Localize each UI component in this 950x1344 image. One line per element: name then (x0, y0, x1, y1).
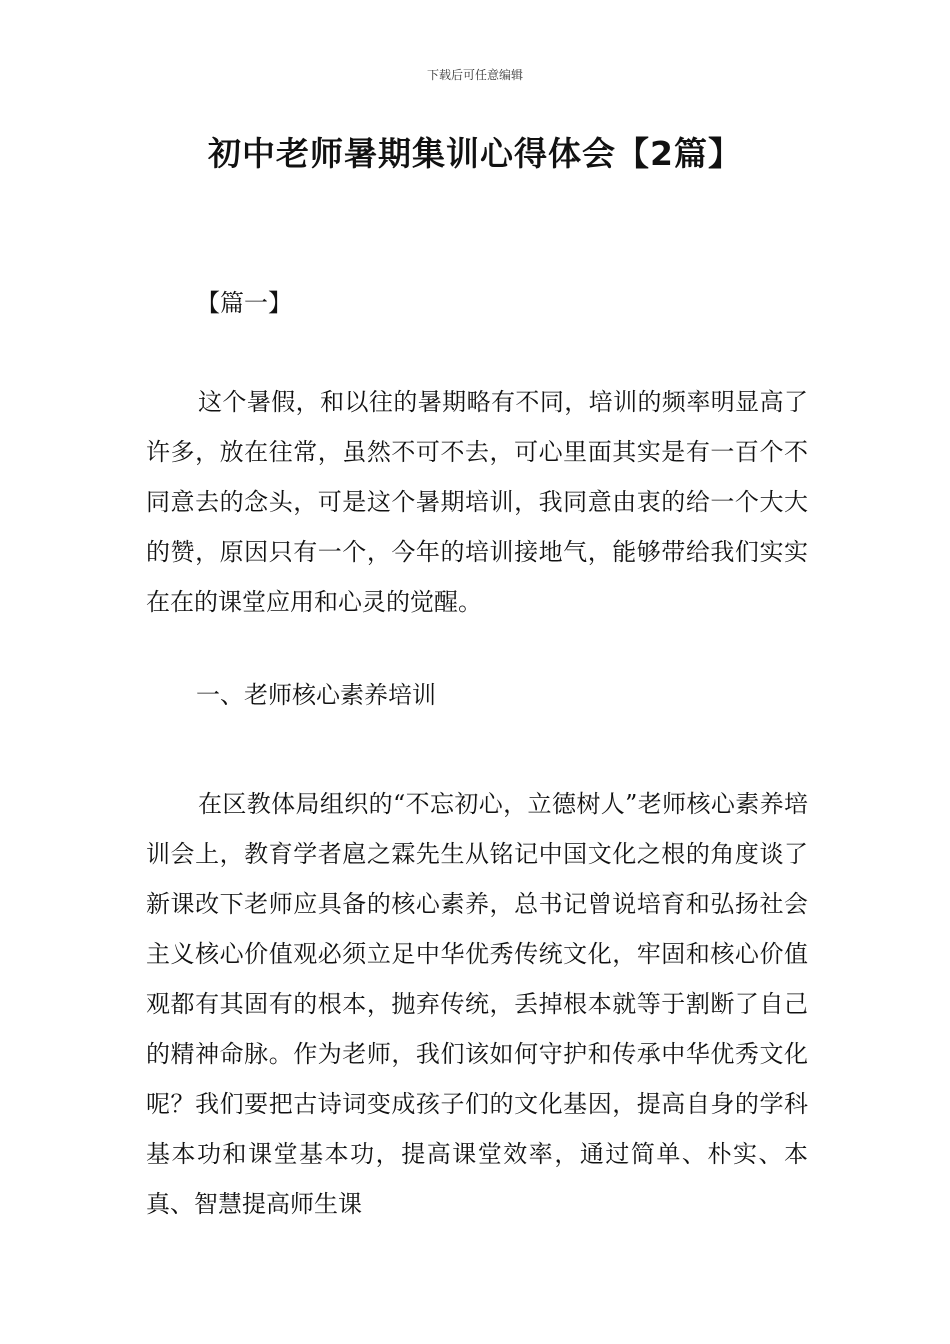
document-title: 初中老师暑期集训心得体会【2篇】 (208, 134, 742, 173)
section-label: 【篇一】 (196, 289, 292, 317)
heading-1: 一、老师核心素养培训 (196, 681, 436, 709)
paragraph-2: 在区教体局组织的“不忘初心，立德树人”老师核心素养培训会上，教育学者扈之霖先生从铭记中国文化之根的角度谈了新课改下老师应具备的核心素养，总书记曾说培育和弘扬社会主义核心价值观必须立足中华优秀传统文化，牢固和核心价值观都有其固有的根本，抛弃传统，丢掉根本就等于割断了自己的精神命脉。作为老师，我们该如何守护和传承中华优秀文化呢？我们要把古诗词变成孩子们的文化基因，提高自身的学科基本功和课堂基本功，提高课堂效率，通过简单、朴实、本真、智慧提高师生课 (146, 790, 808, 1218)
header-note: 下载后可任意编辑 (426, 68, 523, 82)
paragraph-1: 这个暑假，和以往的暑期略有不同，培训的频率明显高了许多，放在往常，虽然不可不去，可心里面其实是有一百个不同意去的念头，可是这个暑期培训，我同意由衷的给一个大大的赞，原因只有一个，今年的培训接地气，能够带给我们实实在在的课堂应用和心灵的觉醒。 (146, 388, 808, 616)
